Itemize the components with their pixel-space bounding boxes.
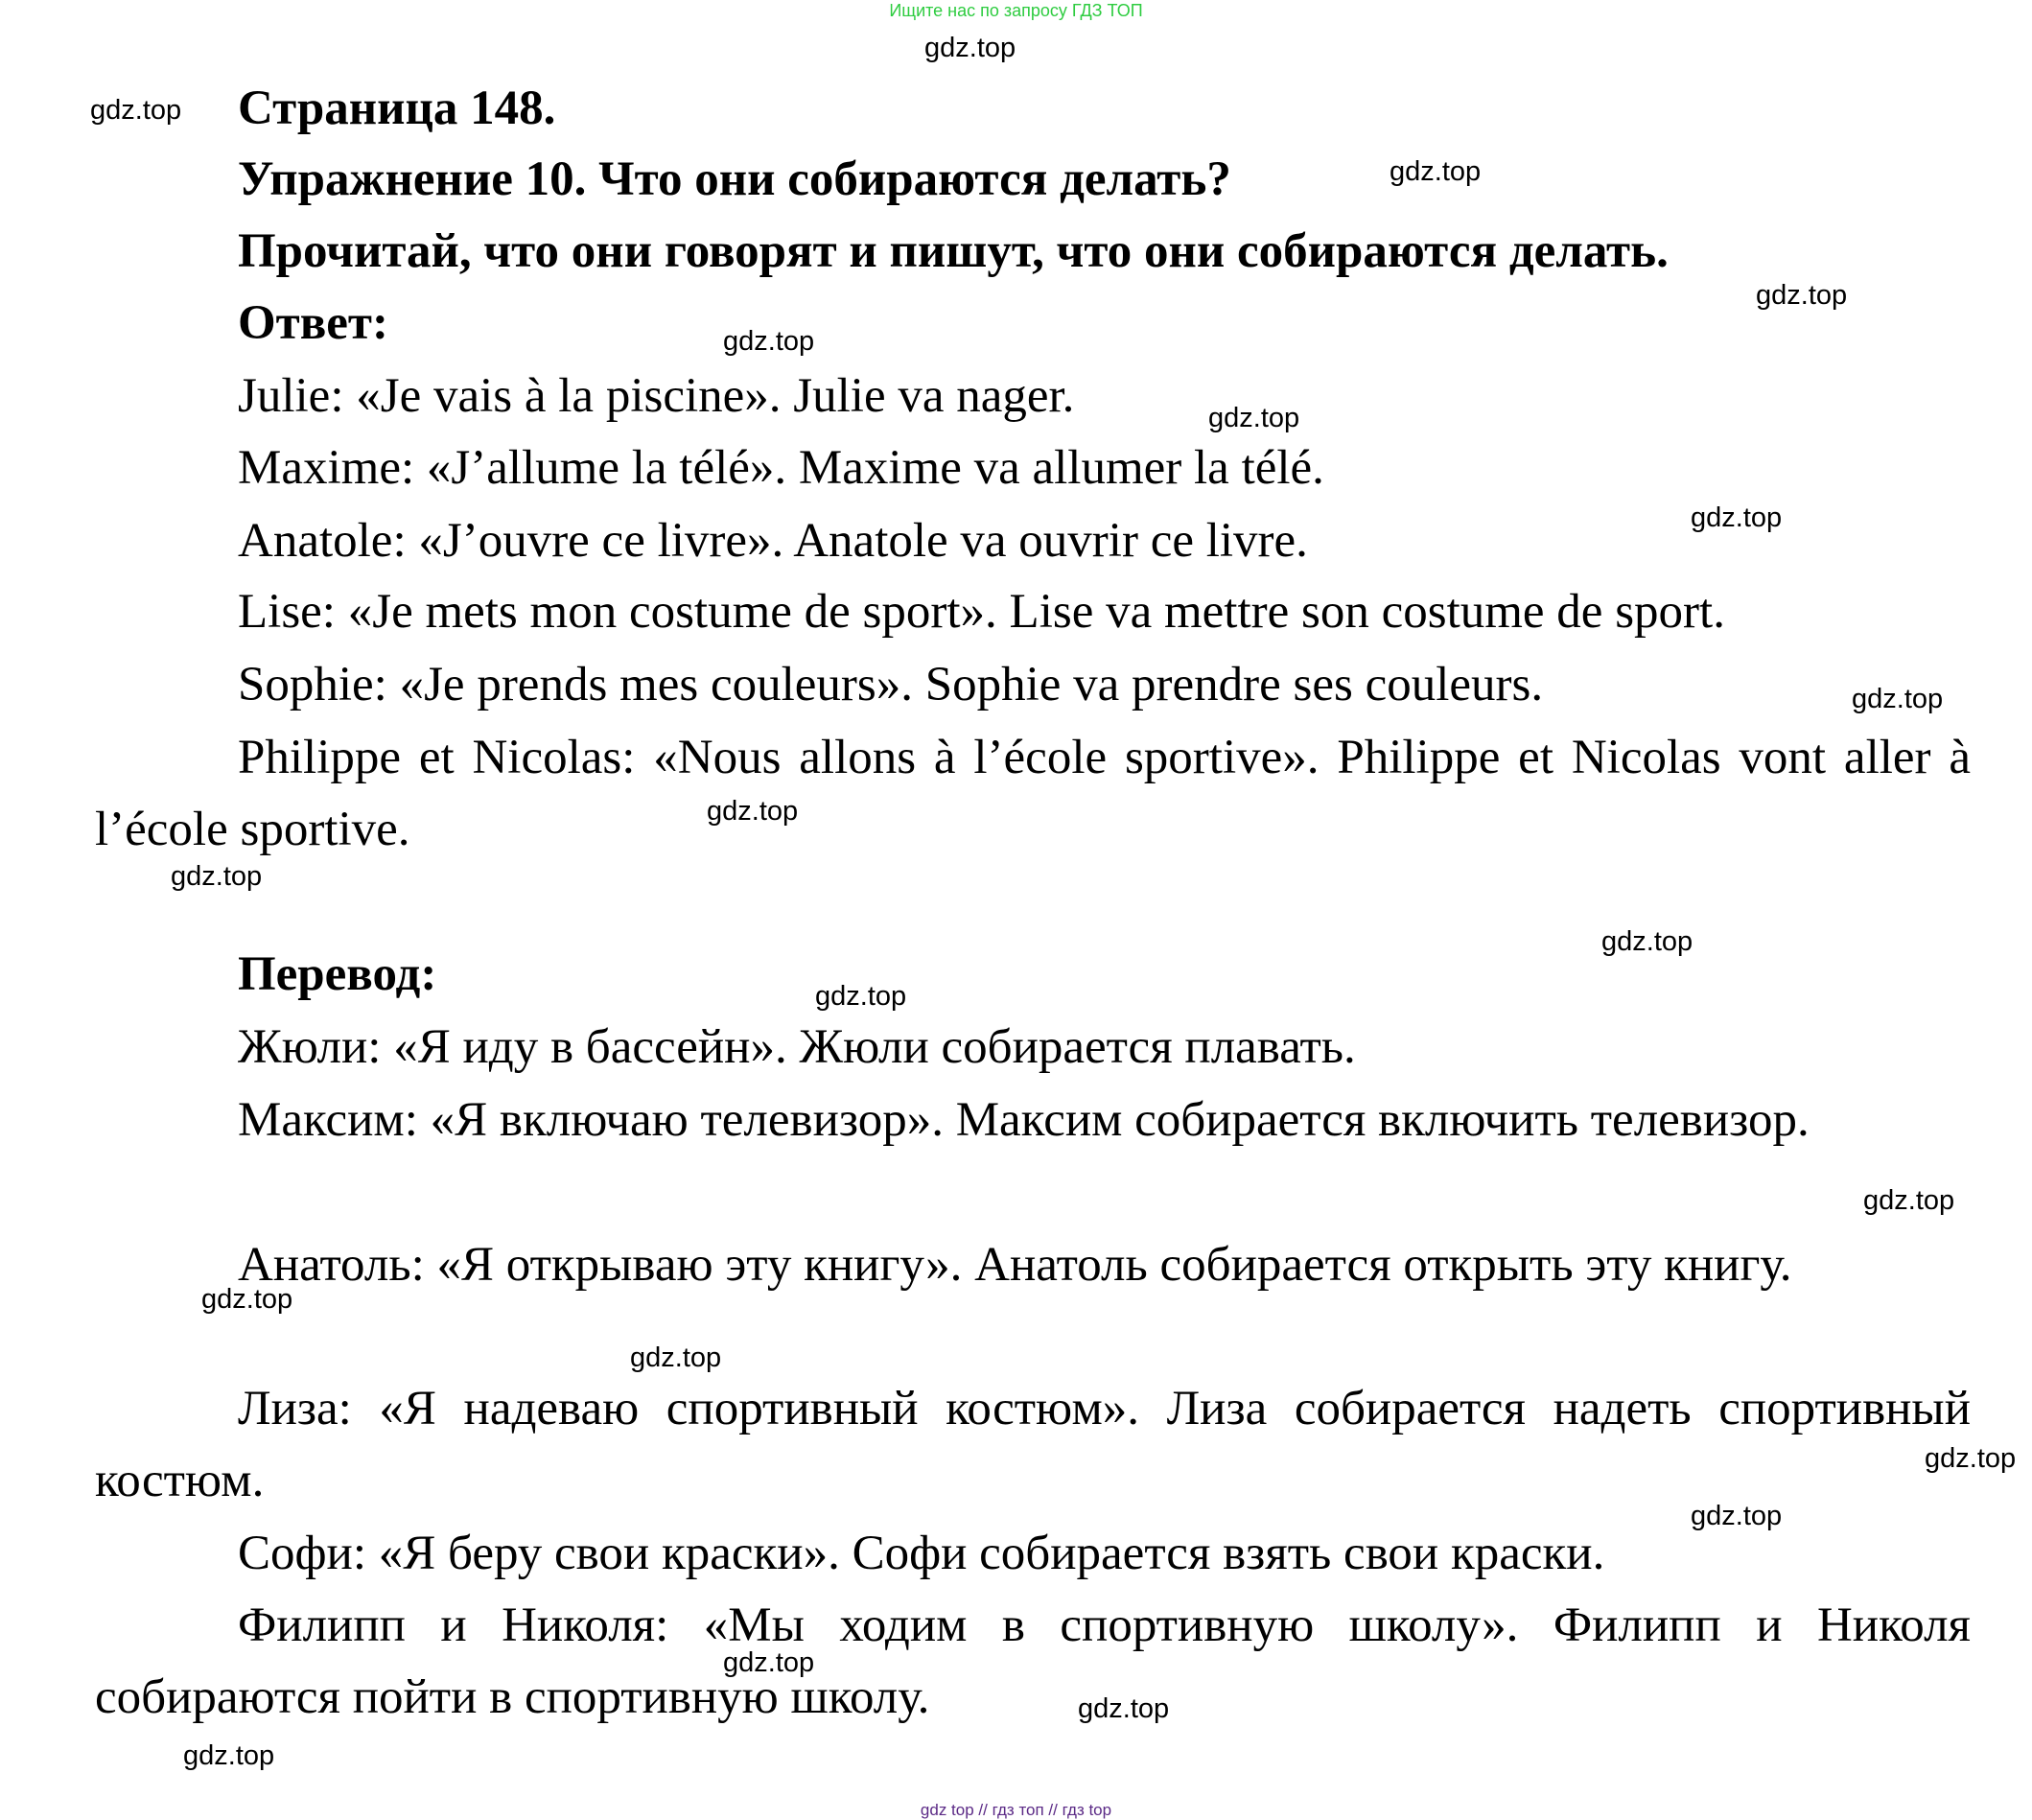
watermark: gdz.top xyxy=(183,1740,275,1771)
watermark: gdz.top xyxy=(723,1647,815,1678)
watermark: gdz.top xyxy=(1756,280,1848,311)
watermark: gdz.top xyxy=(1925,1443,2017,1474)
watermark: gdz.top xyxy=(201,1284,293,1315)
answer-line: Lise: «Je mets mon costume de sport». Lise va mettre son costume de sport. xyxy=(238,585,1725,639)
watermark: gdz.top xyxy=(1863,1185,1955,1216)
header-banner: Ищите нас по запросу ГДЗ ТОП xyxy=(889,1,1143,20)
translation-line: Анатоль: «Я открываю эту книгу». Анатоль собирается открыть эту книгу. xyxy=(238,1238,1792,1292)
watermark: gdz.top xyxy=(90,95,182,126)
exercise-title: Упражнение 10. Что они собираются делать? xyxy=(238,152,1231,206)
watermark: gdz.top xyxy=(1852,684,1944,714)
watermark: gdz.top xyxy=(1208,403,1300,433)
translation-line: Софи: «Я беру свои краски». Софи собирается взять свои краски. xyxy=(238,1527,1605,1580)
answer-line: Maxime: «J’allume la télé». Maxime va allumer la télé. xyxy=(238,441,1324,495)
answer-label: Ответ: xyxy=(238,296,388,350)
watermark: gdz.top xyxy=(1691,1501,1783,1531)
watermark: gdz.top xyxy=(815,981,907,1012)
answer-line: Anatole: «J’ouvre ce livre». Anatole va ouvrir ce livre. xyxy=(238,514,1308,568)
watermark: gdz.top xyxy=(707,796,799,827)
watermark: gdz.top xyxy=(924,33,1016,63)
watermark: gdz.top xyxy=(1078,1693,1170,1724)
translation-line: Жюли: «Я иду в бассейн». Жюли собирается плавать. xyxy=(238,1020,1356,1074)
answer-line: Philippe et Nicolas: «Nous allons à l’école sportive». Philippe et Nicolas vont aller à l’école sportive. xyxy=(95,731,1971,857)
translation-line: Лиза: «Я надеваю спортивный костюм». Лиза собирается надеть спортивный костюм. xyxy=(95,1382,1971,1508)
translation-line: Максим: «Я включаю телевизор». Максим собирается включить телевизор. xyxy=(238,1093,1810,1147)
watermark: gdz.top xyxy=(1390,156,1482,187)
watermark: gdz.top xyxy=(1601,926,1693,957)
page-title: Страница 148. xyxy=(238,82,556,135)
instruction: Прочитай, что они говорят и пишут, что они собираются делать. xyxy=(238,224,1669,278)
translation-label: Перевод: xyxy=(238,947,437,1001)
answer-line: Sophie: «Je prends mes couleurs». Sophie va prendre ses couleurs. xyxy=(238,658,1544,712)
watermark: gdz.top xyxy=(723,326,815,357)
watermark: gdz.top xyxy=(1691,502,1783,533)
translation-line: Филипп и Николя: «Мы ходим в спортивную школу». Филипп и Николя собираются пойти в спортивную школу. xyxy=(95,1598,1971,1725)
answer-line: Julie: «Je vais à la piscine». Julie va nager. xyxy=(238,369,1075,423)
watermark: gdz.top xyxy=(630,1342,722,1373)
footer-banner: gdz top // гдз топ // гдз top xyxy=(920,1801,1112,1819)
watermark: gdz.top xyxy=(171,861,263,892)
